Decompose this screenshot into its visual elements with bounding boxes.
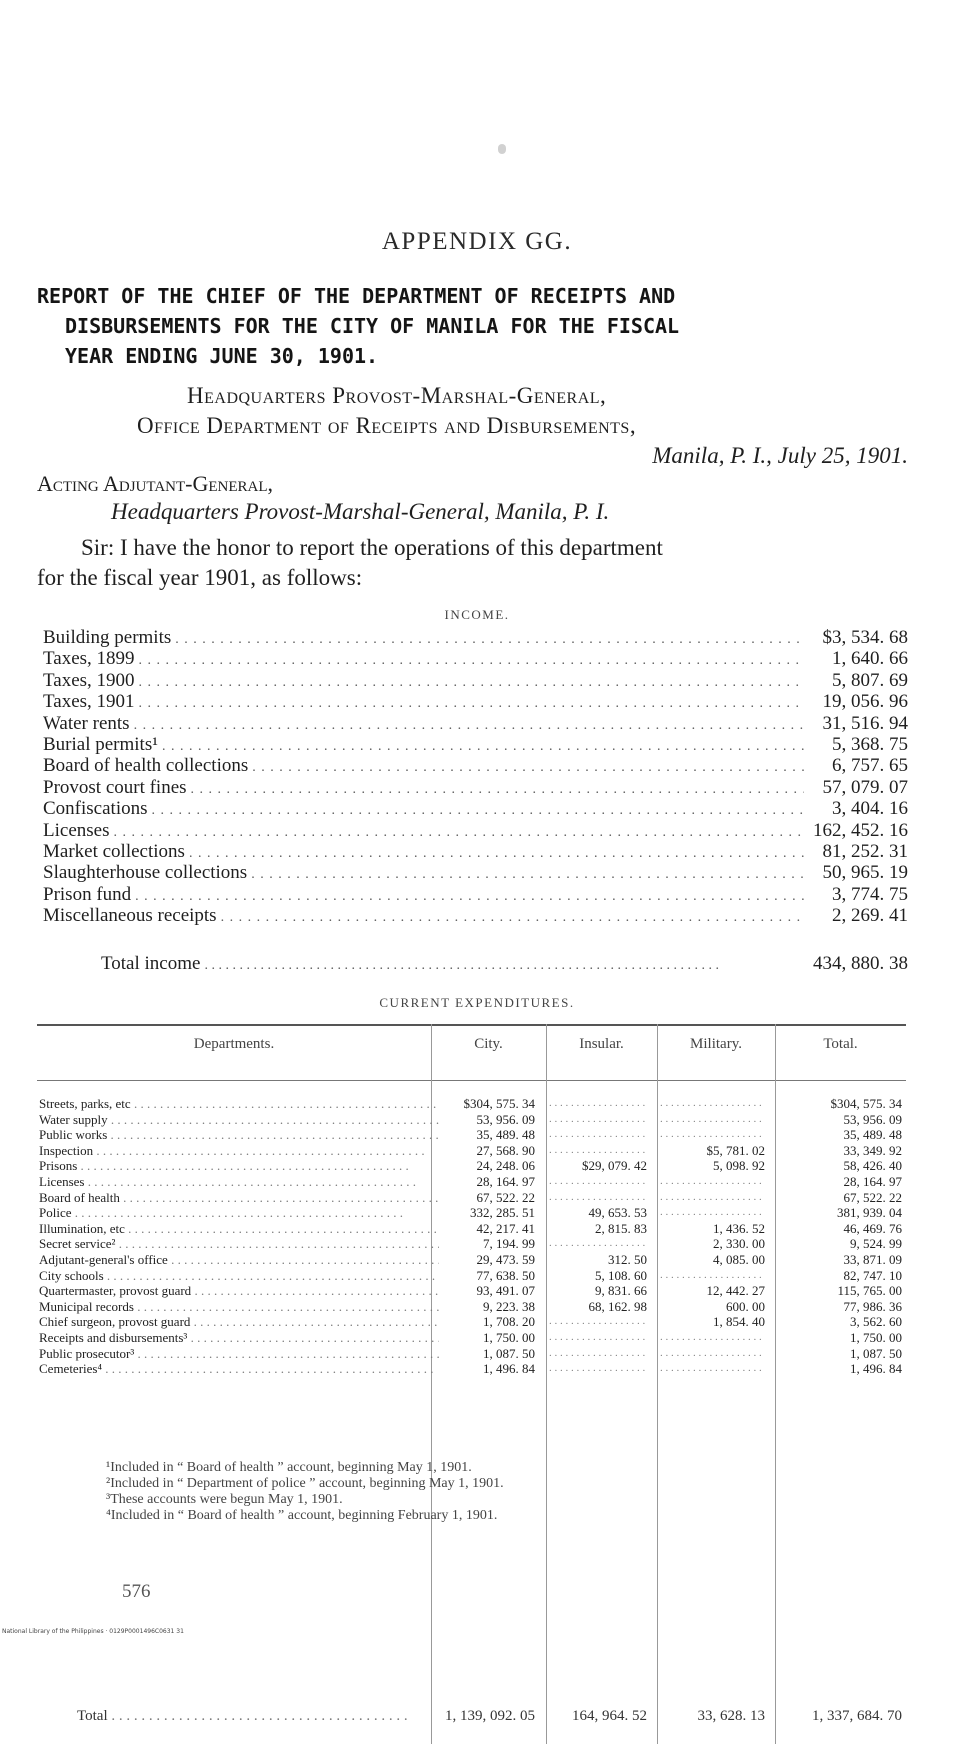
income-label: Confiscations <box>43 798 148 820</box>
column-header-total: Total. <box>823 1036 858 1052</box>
total-cell: $304, 575. 34 <box>830 1096 902 1111</box>
heading-line-2: Office Department of Receipts and Disbursements, <box>137 413 637 438</box>
income-row <box>43 648 908 670</box>
income-label: Water rents <box>43 712 130 734</box>
city-cell: 77, 638. 50 <box>476 1267 535 1283</box>
income-label: Licenses <box>43 819 110 841</box>
empty-cell-leader <box>549 1127 647 1142</box>
department-name: Prisons . . . <box>39 1158 439 1173</box>
city-cell: 35, 489. 48 <box>476 1127 535 1143</box>
empty-cell-leader <box>660 1330 765 1345</box>
table-row <box>37 1283 906 1298</box>
total-cell: 28, 164. 97 <box>843 1174 902 1189</box>
empty-cell-leader <box>660 1346 765 1361</box>
table-row <box>37 1143 906 1158</box>
table-row <box>37 1299 906 1314</box>
table-row <box>37 1205 906 1220</box>
income-row <box>43 841 908 863</box>
city-cell: 1, 496. 84 <box>483 1361 535 1377</box>
income-amount: 3, 774. 75 <box>832 883 908 905</box>
department-name: Water supply . . . <box>39 1112 439 1127</box>
income-label: Board of health collections <box>43 755 249 777</box>
income-heading: INCOME. <box>444 607 510 622</box>
empty-cell-leader <box>549 1314 647 1329</box>
total-cell: 53, 956. 09 <box>843 1111 902 1127</box>
total-cell: 82, 747. 10 <box>843 1267 902 1283</box>
city-cell: 1, 708. 20 <box>483 1314 535 1330</box>
empty-cell-leader <box>660 1174 765 1189</box>
table-row <box>37 1268 906 1283</box>
empty-cell-leader <box>549 1143 647 1158</box>
addressee-title: Acting Adjutant-General, <box>37 471 274 496</box>
city-cell: 67, 522. 22 <box>476 1189 535 1205</box>
total-cell: 67, 522. 22 <box>843 1189 902 1205</box>
city-cell: 29, 473. 59 <box>476 1252 535 1267</box>
page-number: 576 <box>122 1581 151 1602</box>
total-income-label: Total income <box>101 953 201 974</box>
empty-cell-leader <box>660 1361 765 1376</box>
table-row <box>37 1190 906 1205</box>
total-cell: 1, 750. 00 <box>850 1330 902 1345</box>
city-cell: 28, 164. 97 <box>476 1174 535 1189</box>
department-name: Quartermaster, provost guard . . . <box>39 1283 439 1298</box>
income-label: Miscellaneous receipts <box>43 905 217 927</box>
income-label: Burial permits¹ <box>43 734 158 755</box>
income-row <box>43 820 908 842</box>
income-amount: 31, 516. 94 <box>822 712 908 734</box>
department-name: Police . . . <box>39 1205 439 1220</box>
income-amount: 3, 404. 16 <box>832 798 908 820</box>
income-amount: 19, 056. 96 <box>822 691 908 713</box>
income-amount: 5, 368. 75 <box>832 734 908 755</box>
report-title <box>37 281 907 371</box>
empty-cell-leader <box>549 1112 647 1127</box>
city-cell: 93, 491. 07 <box>476 1283 535 1299</box>
report-title-line-1: REPORT OF THE CHIEF OF THE DEPARTMENT OF RECEIPTS AND <box>37 284 676 308</box>
table-row <box>37 1096 906 1111</box>
income-amount: 50, 965. 19 <box>822 862 908 884</box>
empty-cell-leader <box>660 1190 765 1205</box>
empty-cell-leader <box>549 1174 647 1189</box>
leader-dots <box>221 907 804 929</box>
city-cell: 1, 087. 50 <box>483 1345 535 1361</box>
empty-cell-leader <box>549 1236 647 1251</box>
empty-cell-leader <box>660 1205 765 1220</box>
income-amount: 162, 452. 16 <box>813 819 908 841</box>
table-row <box>37 1361 906 1376</box>
total-cell: 381, 939. 04 <box>837 1205 902 1221</box>
income-row <box>43 713 908 735</box>
military-cell: 600. 00 <box>726 1298 765 1314</box>
income-label: Taxes, 1899 <box>43 648 135 670</box>
department-name: Inspection . . . <box>39 1143 439 1158</box>
total-cell: 9, 524. 99 <box>850 1236 902 1252</box>
column-header-military: Military. <box>690 1036 742 1052</box>
empty-cell-leader <box>549 1190 647 1205</box>
income-amount: 5, 807. 69 <box>832 669 908 691</box>
income-row <box>43 862 908 884</box>
military-cell: $5, 781. 02 <box>706 1142 765 1158</box>
scan-footer: National Library of the Philippines · 0129P0001496C0631 31 <box>2 1628 184 1635</box>
expenditures-heading: CURRENT EXPENDITURES. <box>379 995 575 1010</box>
income-label: Taxes, 1901 <box>43 691 135 713</box>
leader-dots <box>204 958 809 974</box>
military-cell: 5, 098. 92 <box>713 1158 765 1174</box>
city-cell: 27, 568. 90 <box>476 1142 535 1158</box>
column-header-city: City. <box>474 1036 503 1052</box>
income-label: Slaughterhouse collections <box>43 862 248 884</box>
insular-cell: 5, 108. 60 <box>595 1267 647 1283</box>
total-cell: 33, 871. 09 <box>843 1252 902 1267</box>
city-cell: 42, 217. 41 <box>476 1220 535 1236</box>
military-cell: 2, 330. 00 <box>713 1236 765 1252</box>
total-row-label: Total . . . <box>77 1708 437 1725</box>
income-row <box>43 755 908 777</box>
column-header-insular: Insular. <box>579 1036 624 1052</box>
department-name: Secret service² . . . <box>39 1236 439 1251</box>
empty-cell-leader <box>549 1346 647 1361</box>
department-name: Adjutant-general's office . . . <box>39 1252 439 1267</box>
total-income-row <box>101 953 908 975</box>
income-label: Prison fund <box>43 883 132 905</box>
footnote-4: ⁴Included in “ Board of health ” account, beginning February 1, 1901. <box>106 1508 498 1523</box>
income-row <box>43 777 908 799</box>
heading-line-1: Headquarters Provost-Marshal-General, <box>187 383 607 408</box>
report-title-line-2: DISBURSEMENTS FOR THE CITY OF MANILA FOR THE FISCAL <box>65 314 680 338</box>
department-name: Licenses . . . <box>39 1174 439 1189</box>
heading-place-date: Manila, P. I., July 25, 1901. <box>652 443 908 468</box>
addressee-location: Headquarters Provost-Marshal-General, Manila, P. I. <box>111 499 610 524</box>
total-total: 1, 337, 684. 70 <box>812 1708 902 1724</box>
empty-cell-leader <box>660 1127 765 1142</box>
department-name: Streets, parks, etc . . . <box>39 1096 439 1111</box>
insular-cell: 2, 815. 83 <box>595 1220 647 1236</box>
city-cell: 7, 194. 99 <box>483 1236 535 1252</box>
ink-speck <box>498 144 506 154</box>
military-cell: 1, 436. 52 <box>713 1220 765 1236</box>
total-cell: 33, 349. 92 <box>843 1142 902 1158</box>
total-military: 33, 628. 13 <box>697 1708 765 1724</box>
total-insular: 164, 964. 52 <box>572 1708 647 1724</box>
insular-cell: 49, 653. 53 <box>588 1205 647 1221</box>
income-amount: 57, 079. 07 <box>822 776 908 798</box>
income-label: Provost court fines <box>43 776 187 798</box>
insular-cell: 9, 831. 66 <box>595 1283 647 1299</box>
total-city: 1, 139, 092. 05 <box>445 1708 535 1724</box>
city-cell: 332, 285. 51 <box>470 1205 535 1221</box>
income-label: Building permits <box>43 627 172 648</box>
income-amount: 1, 640. 66 <box>832 648 908 670</box>
table-row <box>37 1346 906 1361</box>
income-amount: 2, 269. 41 <box>832 905 908 927</box>
table-row <box>37 1221 906 1236</box>
total-cell: 35, 489. 48 <box>843 1127 902 1143</box>
total-income-amount: 434, 880. 38 <box>813 953 908 974</box>
income-label: Market collections <box>43 841 185 862</box>
report-title-line-3: YEAR ENDING JUNE 30, 1901. <box>65 344 379 368</box>
table-row <box>37 1330 906 1345</box>
city-cell: 1, 750. 00 <box>483 1330 535 1345</box>
city-cell: 24, 248. 06 <box>476 1158 535 1174</box>
city-cell: $304, 575. 34 <box>463 1096 535 1111</box>
salutation-line-1: Sir: I have the honor to report the operations of this department <box>81 535 663 560</box>
income-row <box>43 670 908 692</box>
empty-cell-leader <box>549 1330 647 1345</box>
total-cell: 46, 469. 76 <box>843 1220 902 1236</box>
table-row <box>37 1252 906 1267</box>
total-cell: 3, 562. 60 <box>850 1314 902 1330</box>
total-cell: 1, 496. 84 <box>850 1361 902 1377</box>
military-cell: 1, 854. 40 <box>713 1314 765 1330</box>
total-cell: 58, 426. 40 <box>843 1158 902 1174</box>
footnote-1: ¹Included in “ Board of health ” account, beginning May 1, 1901. <box>106 1460 472 1475</box>
table-row <box>37 1236 906 1251</box>
appendix-heading: APPENDIX GG. <box>381 228 573 255</box>
insular-cell: 68, 162. 98 <box>588 1298 647 1314</box>
income-amount: 81, 252. 31 <box>822 841 908 862</box>
empty-cell-leader <box>660 1096 765 1111</box>
empty-cell-leader <box>549 1096 647 1111</box>
income-label: Taxes, 1900 <box>43 669 135 691</box>
income-amount: 6, 757. 65 <box>832 755 908 777</box>
total-cell: 1, 087. 50 <box>850 1345 902 1361</box>
total-cell: 115, 765. 00 <box>837 1283 902 1299</box>
empty-cell-leader <box>660 1112 765 1127</box>
empty-cell-leader <box>549 1361 647 1376</box>
empty-cell-leader <box>660 1268 765 1283</box>
table-row <box>37 1112 906 1127</box>
salutation-line-2: for the fiscal year 1901, as follows: <box>37 565 363 590</box>
footnote-2: ²Included in “ Department of police ” account, beginning May 1, 1901. <box>106 1476 504 1491</box>
income-row <box>43 905 908 927</box>
military-cell: 12, 442. 27 <box>706 1283 765 1299</box>
department-name: Receipts and disbursements³ . . . <box>39 1330 439 1345</box>
income-row <box>43 627 908 649</box>
table-row <box>37 1174 906 1189</box>
city-cell: 9, 223. 38 <box>483 1298 535 1314</box>
city-cell: 53, 956. 09 <box>476 1111 535 1127</box>
department-name: Public prosecutor³ . . . <box>39 1346 439 1361</box>
department-name: Municipal records . . . <box>39 1299 439 1314</box>
insular-cell: 312. 50 <box>608 1252 647 1267</box>
income-row <box>43 884 908 906</box>
department-name: Chief surgeon, provost guard . . . <box>39 1314 439 1329</box>
footnote-3: ³These accounts were begun May 1, 1901. <box>106 1492 343 1507</box>
table-row <box>37 1127 906 1142</box>
department-name: Illumination, etc . . . <box>39 1221 439 1236</box>
military-cell: 4, 085. 00 <box>713 1252 765 1267</box>
income-amount: $3, 534. 68 <box>822 627 908 648</box>
department-name: Cemeteries⁴ . . . <box>39 1361 439 1376</box>
table-row <box>37 1314 906 1329</box>
column-header-departments: Departments. <box>193 1036 275 1052</box>
insular-cell: $29, 079. 42 <box>582 1158 647 1174</box>
income-row <box>43 734 908 756</box>
department-name: Public works . . . <box>39 1127 439 1142</box>
income-row <box>43 691 908 713</box>
total-cell: 77, 986. 36 <box>843 1298 902 1314</box>
income-row <box>43 798 908 820</box>
department-name: City schools . . . <box>39 1268 439 1283</box>
department-name: Board of health . . . <box>39 1190 439 1205</box>
salutation-paragraph <box>37 533 907 593</box>
table-row <box>37 1158 906 1173</box>
